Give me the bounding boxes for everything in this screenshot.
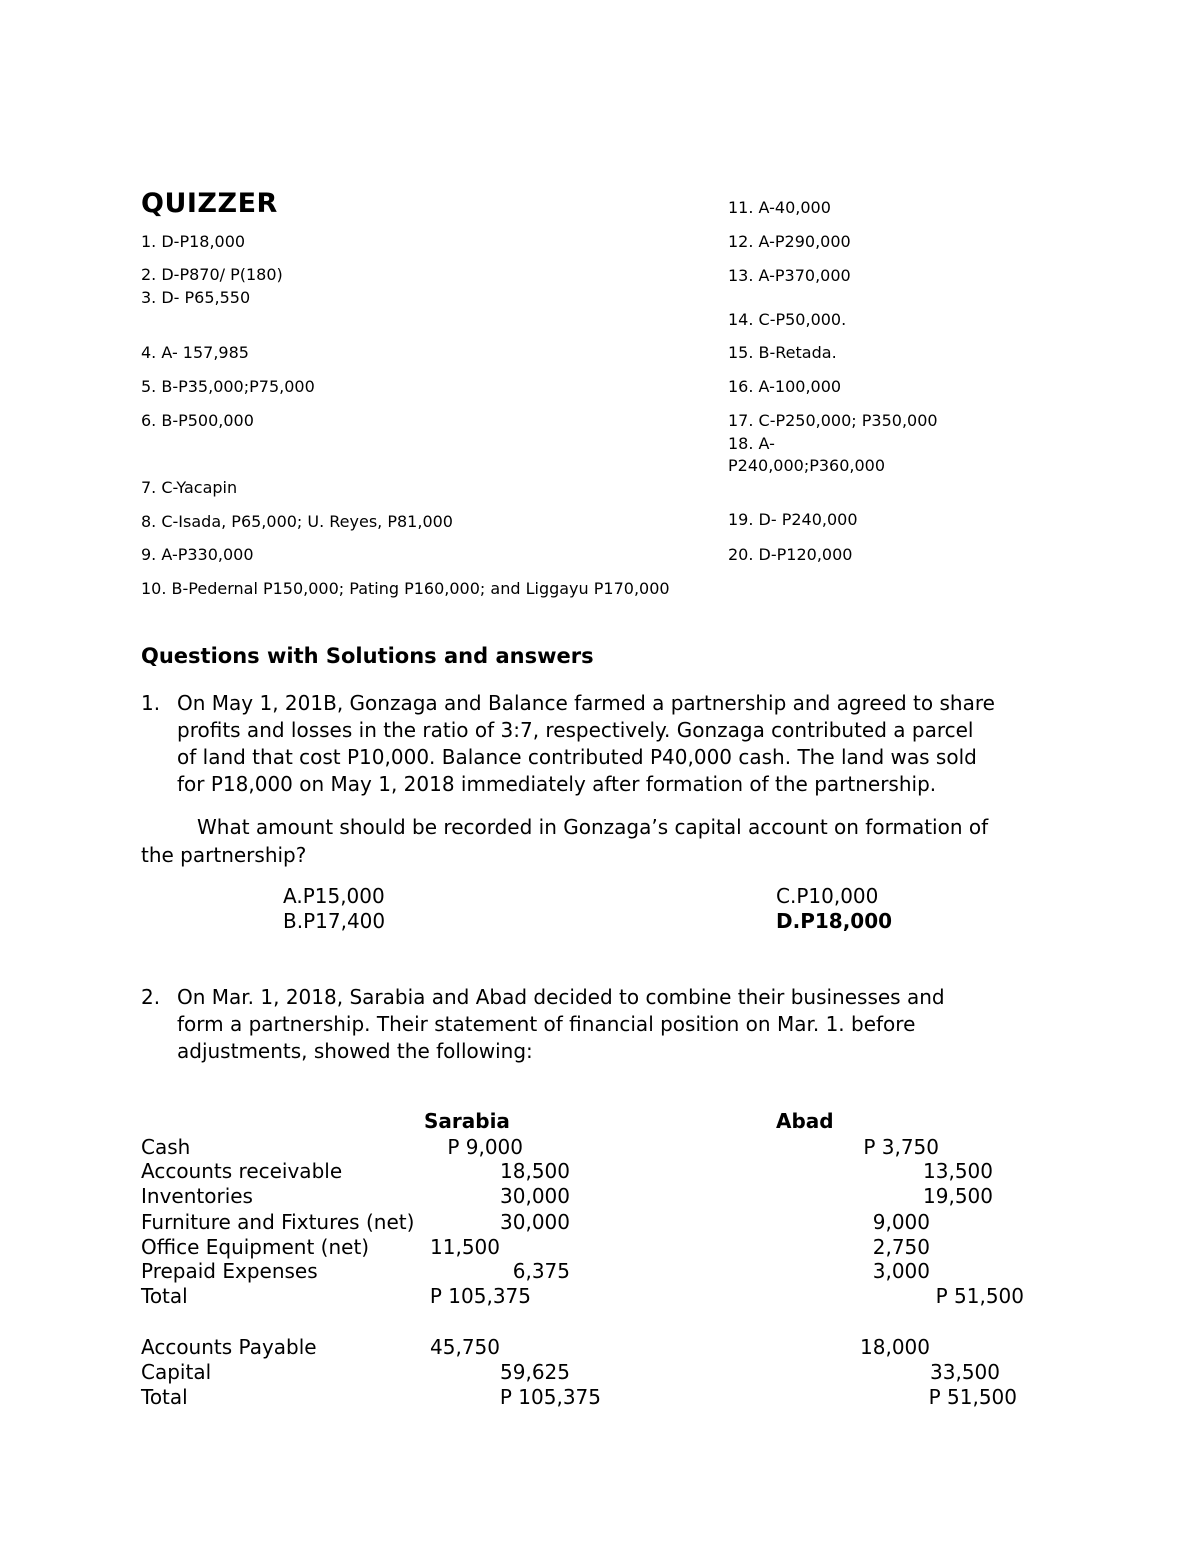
sarabia-accounts-payable: 45,750 — [430, 1335, 500, 1359]
row-label-office-equipment: Office Equipment (net) — [141, 1235, 370, 1259]
sarabia-total-assets: P 105,375 — [429, 1284, 531, 1308]
abad-cash: P 3,750 — [863, 1135, 939, 1159]
abad-accounts-payable: 18,000 — [860, 1335, 930, 1359]
row-label-accounts-receivable: Accounts receivable — [141, 1159, 343, 1183]
q1-question-line-2: the partnership? — [141, 843, 307, 867]
answer-20: 20. D-P120,000 — [728, 545, 853, 564]
q2-line-1: On Mar. 1, 2018, Sarabia and Abad decided to combine their businesses and — [177, 985, 945, 1009]
row-label-inventories: Inventories — [141, 1184, 253, 1208]
quizzer-title: QUIZZER — [141, 188, 278, 219]
abad-office-equipment: 2,750 — [872, 1235, 930, 1259]
row-label-total-assets: Total — [141, 1284, 188, 1308]
q2-number: 2. — [141, 985, 161, 1009]
abad-furniture-fixtures: 9,000 — [872, 1210, 930, 1234]
abad-capital: 33,500 — [930, 1360, 1000, 1384]
q1-line-1: On May 1, 201B, Gonzaga and Balance farmed a partnership and agreed to share — [177, 691, 995, 715]
column-header-abad: Abad — [776, 1109, 834, 1133]
answer-13: 13. A-P370,000 — [728, 266, 851, 285]
abad-total-assets: P 51,500 — [935, 1284, 1024, 1308]
answer-9: 9. A-P330,000 — [141, 545, 254, 564]
answer-19: 19. D- P240,000 — [728, 510, 858, 529]
q1-line-2: profits and losses in the ratio of 3:7, respectively. Gonzaga contributed a parcel — [177, 718, 974, 742]
answer-15: 15. B-Retada. — [728, 343, 837, 362]
q1-choice-d-answer: D.P18,000 — [776, 909, 893, 933]
answer-17: 17. C-P250,000; P350,000 — [728, 411, 938, 430]
row-label-prepaid-expenses: Prepaid Expenses — [141, 1259, 318, 1283]
answer-6: 6. B-P500,000 — [141, 411, 254, 430]
answer-18: 18. A- — [728, 434, 775, 453]
answer-2: 2. D-P870/ P(180) — [141, 265, 283, 284]
answer-14: 14. C-P50,000. — [728, 310, 847, 329]
row-label-capital: Capital — [141, 1360, 212, 1384]
answer-12: 12. A-P290,000 — [728, 232, 851, 251]
answer-11: 11. A-40,000 — [728, 198, 831, 217]
q1-question-line-1: What amount should be recorded in Gonzaga’s capital account on formation of — [197, 815, 989, 839]
q2-line-3: adjustments, showed the following: — [177, 1039, 533, 1063]
q2-line-2: form a partnership. Their statement of financial position on Mar. 1. before — [177, 1012, 916, 1036]
q1-line-3: of land that cost P10,000. Balance contributed P40,000 cash. The land was sold — [177, 745, 977, 769]
answer-10: 10. B-Pedernal P150,000; Pating P160,000; and Liggayu P170,000 — [141, 579, 670, 598]
sarabia-office-equipment: 11,500 — [430, 1235, 500, 1259]
row-label-cash: Cash — [141, 1135, 191, 1159]
sarabia-capital: 59,625 — [500, 1360, 570, 1384]
row-label-total-liabilities-capital: Total — [141, 1385, 188, 1409]
q1-choice-b: B.P17,400 — [283, 909, 386, 933]
answer-4: 4. A- 157,985 — [141, 343, 249, 362]
abad-accounts-receivable: 13,500 — [923, 1159, 993, 1183]
answer-18-cont: P240,000;P360,000 — [728, 456, 886, 475]
abad-total-liabilities-capital: P 51,500 — [928, 1385, 1017, 1409]
sarabia-cash: P 9,000 — [447, 1135, 523, 1159]
sarabia-furniture-fixtures: 30,000 — [500, 1210, 570, 1234]
sarabia-inventories: 30,000 — [500, 1184, 570, 1208]
answer-8: 8. C-Isada, P65,000; U. Reyes, P81,000 — [141, 512, 453, 531]
answer-3: 3. D- P65,550 — [141, 288, 251, 307]
q1-choice-c: C.P10,000 — [776, 884, 879, 908]
answer-16: 16. A-100,000 — [728, 377, 842, 396]
column-header-sarabia: Sarabia — [424, 1109, 510, 1133]
q1-choice-a: A.P15,000 — [283, 884, 385, 908]
sarabia-prepaid-expenses: 6,375 — [512, 1259, 570, 1283]
abad-prepaid-expenses: 3,000 — [872, 1259, 930, 1283]
abad-inventories: 19,500 — [923, 1184, 993, 1208]
row-label-furniture-fixtures: Furniture and Fixtures (net) — [141, 1210, 415, 1234]
answer-5: 5. B-P35,000;P75,000 — [141, 377, 315, 396]
sarabia-total-liabilities-capital: P 105,375 — [499, 1385, 601, 1409]
answer-7: 7. C-Yacapin — [141, 478, 238, 497]
sarabia-accounts-receivable: 18,500 — [500, 1159, 570, 1183]
row-label-accounts-payable: Accounts Payable — [141, 1335, 317, 1359]
answer-1: 1. D-P18,000 — [141, 232, 246, 251]
solutions-heading: Questions with Solutions and answers — [141, 644, 594, 668]
q1-number: 1. — [141, 691, 161, 715]
q1-line-4: for P18,000 on May 1, 2018 immediately after formation of the partnership. — [177, 772, 937, 796]
